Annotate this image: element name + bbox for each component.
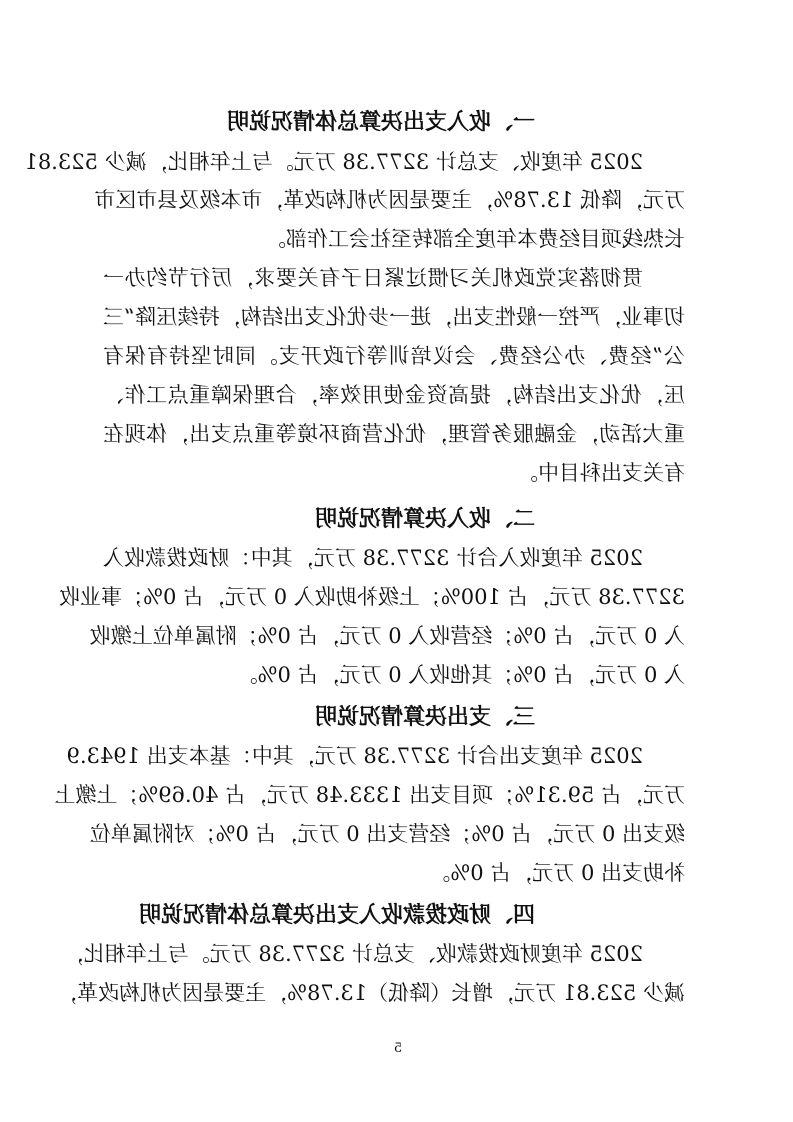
text-line: 补助支出 0 万元，占 0%。	[429, 861, 685, 885]
text-line: 减少 523.81 万元，增长（降低）13.78%，主要是因为机构改革，	[56, 981, 685, 1005]
section-heading: 四、财政拨款收入支出决算总体情况说明	[138, 903, 535, 928]
text-line: 入 0 万元，占 0%；经营收入 0 万元，占 0%；附属单位上缴收	[89, 624, 685, 648]
text-line: 重大活动，金融服务管理，优化营商环境等重点支出，体现在	[103, 422, 685, 446]
section-heading: 二、收入决算情况说明	[314, 507, 535, 532]
section-heading: 一、收入支出决算总体情况说明	[226, 110, 535, 135]
text-line: 2025 年度收、支总计 3277.38 万元。与上年相比，减少 523.81	[24, 150, 643, 174]
text-line: 公”经费、办公经费、会议培训等行政开支。同时坚持有保有	[103, 344, 685, 368]
text-line: 压，优化支出结构，提高资金使用效率，合理保障重点工作、	[103, 383, 685, 407]
text-line: 2025 年度收入合计 3277.38 万元，其中：财政拨款收入	[103, 546, 643, 570]
text-line: 长热线项目经费本年度全部转至社会工作部。	[265, 227, 685, 251]
text-line: 3277.38 万元，占 100%；上级补助收入 0 万元，占 0%；事业收	[59, 585, 685, 609]
page-number: 5	[393, 1041, 403, 1056]
text-line: 万元，降低 13.78%，主要是因为机构改革，市本级及县市区市	[94, 188, 685, 212]
text-line: 切事业，严控一般性支出，进一步优化支出结构，持续压降“三	[103, 305, 685, 329]
section-heading: 三、支出决算情况说明	[314, 705, 535, 730]
text-line: 贯彻落实党政机关习惯过紧日子有关要求，厉行节约办一	[103, 266, 643, 290]
text-line: 2025 年度财政拨款收、支总计 3277.38 万元。与上年相比，	[62, 942, 643, 966]
text-line: 有关支出科目中。	[517, 461, 685, 485]
text-line: 2025 年度支出合计 3277.38 万元，其中：基本支出 1943.9	[66, 744, 643, 768]
text-line: 万元，占 59.31%；项目支出 1333.48 万元，占 40.69%；上缴上	[54, 783, 685, 807]
text-line: 级支出 0 万元，占 0%；经营支出 0 万元，占 0%；对附属单位	[89, 822, 685, 846]
text-line: 入 0 万元，占 0%；其他收入 0 万元，占 0%。	[236, 663, 685, 687]
